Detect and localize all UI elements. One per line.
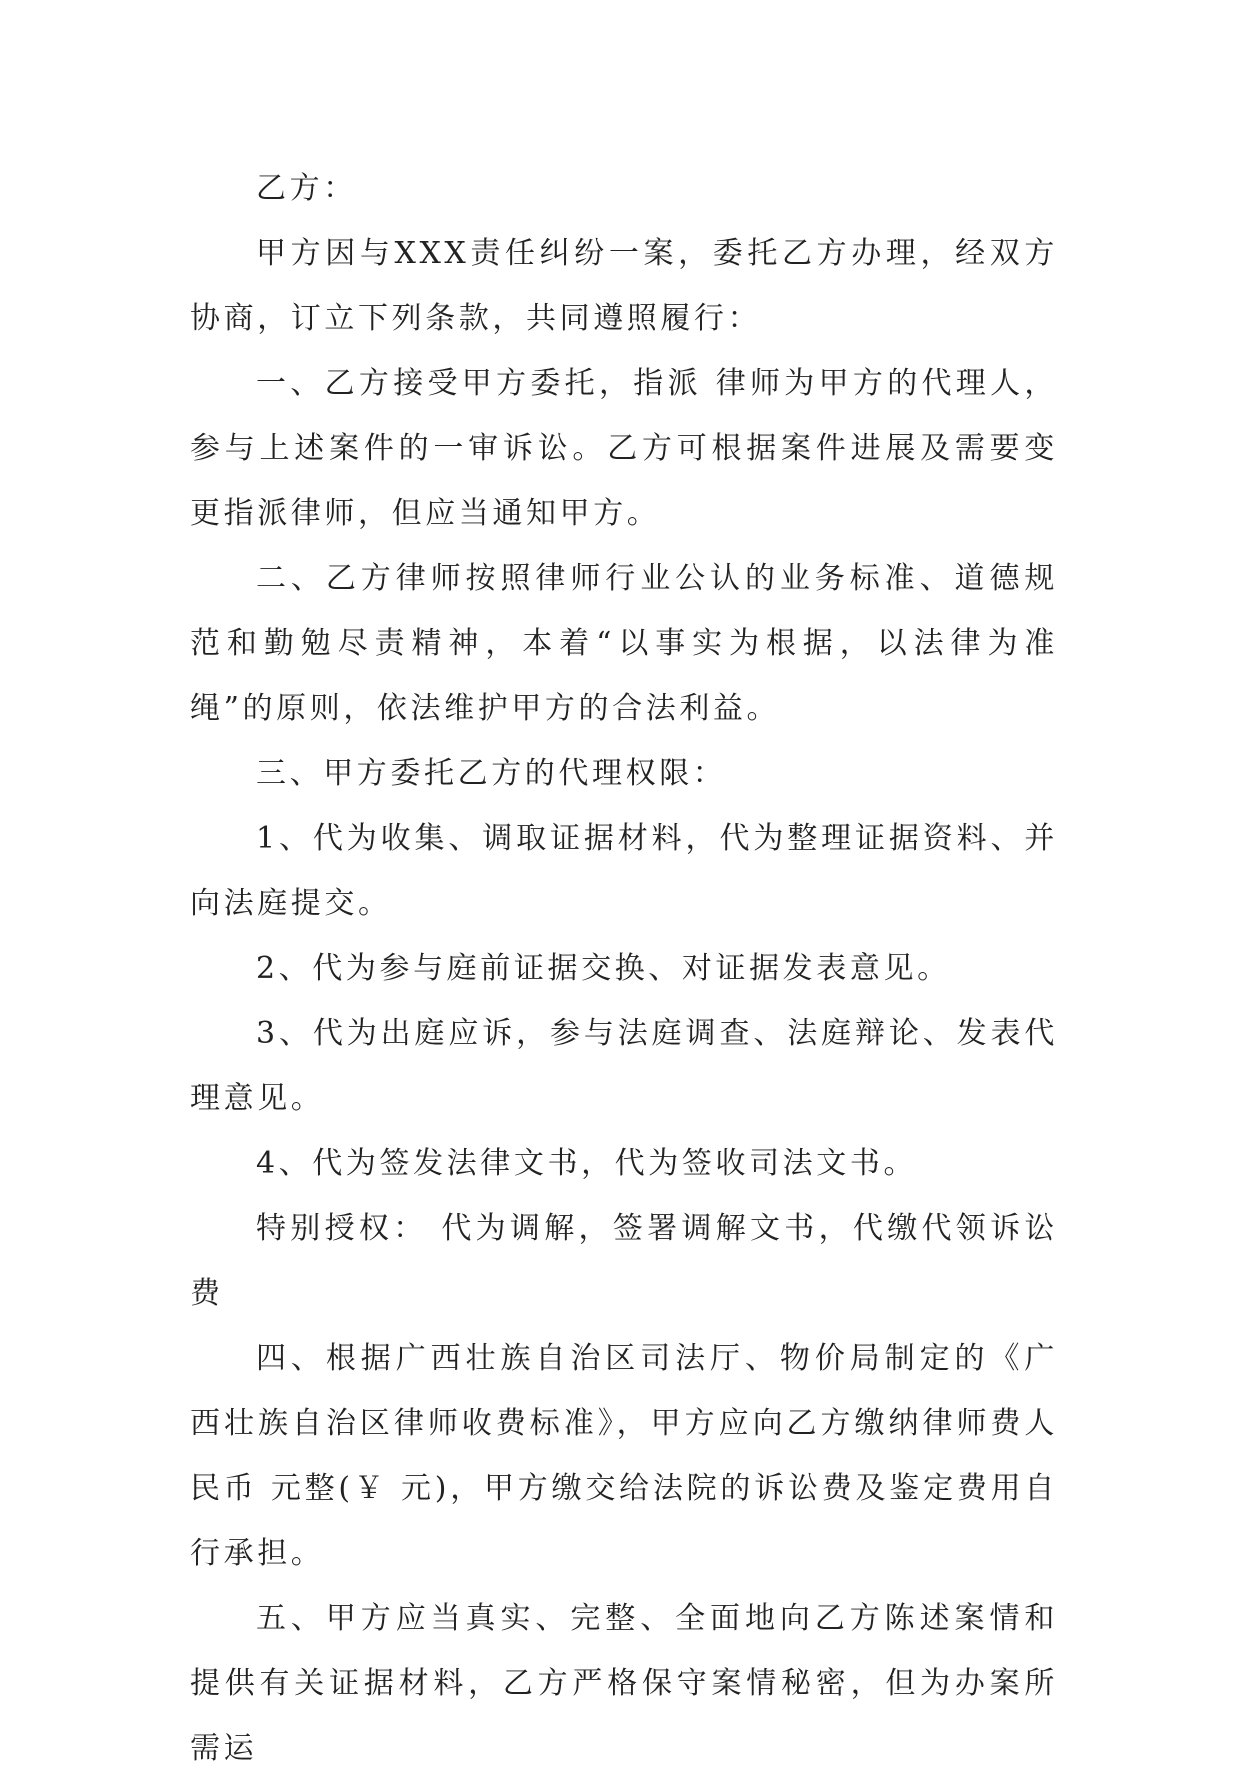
special-authorization: 特别授权： 代为调解，签署调解文书，代缴代领诉讼费 <box>190 1211 1058 1311</box>
authority-item-4: 4、代为签发法律文书，代为签收司法文书。 <box>256 1146 918 1181</box>
clause-1: 一、乙方接受甲方委托，指派 律师为甲方的代理人，参与上述案件的一审诉讼。乙方可根据案件进展及需要变更指派律师，但应当通知甲方。 <box>190 366 1058 531</box>
clause-2: 二、乙方律师按照律师行业公认的业务标准、道德规范和勤勉尽责精神，本着“以事实为根据，以法律为准绳”的原则，依法维护甲方的合法利益。 <box>190 561 1058 726</box>
authority-item-1: 1、代为收集、调取证据材料，代为整理证据资料、并向法庭提交。 <box>190 821 1058 921</box>
clause-3-heading: 三、甲方委托乙方的代理权限： <box>256 756 727 791</box>
intro-paragraph: 甲方因与XXX责任纠纷一案，委托乙方办理，经双方协商，订立下列条款，共同遵照履行： <box>190 236 1058 336</box>
document-body <box>190 156 1058 1781</box>
clause-4: 四、根据广西壮族自治区司法厅、物价局制定的《广西壮族自治区律师收费标准》，甲方应向乙方缴纳律师费人民币 元整(￥ 元)，甲方缴交给法院的诉讼费及鉴定费用自行承担。 <box>190 1341 1058 1571</box>
authority-item-2: 2、代为参与庭前证据交换、对证据发表意见。 <box>256 951 951 986</box>
party-b-label: 乙方： <box>256 171 357 206</box>
clause-5: 五、甲方应当真实、完整、全面地向乙方陈述案情和提供有关证据材料，乙方严格保守案情秘密，但为办案所需运 <box>190 1601 1058 1766</box>
authority-item-3: 3、代为出庭应诉，参与法庭调查、法庭辩论、发表代理意见。 <box>190 1016 1058 1116</box>
